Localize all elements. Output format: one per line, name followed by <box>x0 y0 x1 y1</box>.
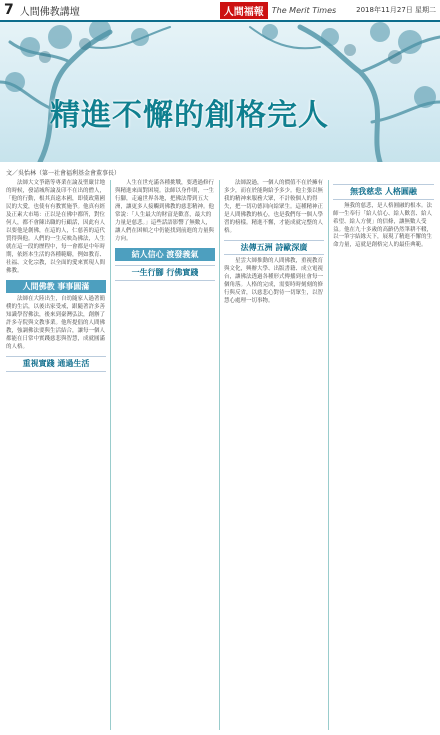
column-rule <box>110 180 111 730</box>
article-column-1 <box>6 180 106 375</box>
subhead: 無我慈悲 人格圓融 <box>333 184 434 200</box>
subhead: 結人信心 渡發義氣 <box>115 248 215 262</box>
subhead: 人間佛教 事事圓滿 <box>6 280 106 294</box>
subhead: 一生行腳 行佛實踐 <box>115 265 215 281</box>
page-number: 7 <box>4 2 14 18</box>
article-column-2 <box>115 180 215 284</box>
paragraph: 法師說過，一個人的價值不在於擁有多少，而在於能夠給予多少。他主張以無我的精神來服務大眾，不計較個人的得失，把一切功德回向給眾生。這種精神正是人間佛教的核心，也是我們每一個人學習的榜樣。精進不懈，才能成就完整的人格。 <box>224 180 324 234</box>
byline: 文／吳怡林（第一社會福利基金會董事長） <box>6 170 121 177</box>
paragraph: 星雲大師推動的人間佛教，重視教育與文化，興辦大學、出版書籍、成立電視台，讓佛法透過各種形式傳播到社會每一個角落。人格的完成，需要時時刻刻的修行與反省，以慈悲心對待一切眾生，以智慧心處理一切事物。 <box>224 258 324 305</box>
hero-illustration <box>0 22 440 162</box>
newspaper-logo: 人間福報 <box>220 2 268 19</box>
article-column-3 <box>224 180 324 308</box>
article-title: 精進不懈的創格完人 <box>50 98 329 133</box>
column-rule <box>219 180 220 730</box>
issue-date: 2018年11月27日 星期二 <box>356 6 436 14</box>
article-column-4 <box>333 180 434 252</box>
paragraph: 人生在世充滿各種挑戰，要透過修行與精進來面對困境。法師以身作則，一生行腳，走遍世界各地，把佛法帶到五大洲，讓更多人接觸到佛教的慈悲精神。他常說：「人生最大的財富是歡喜，最大的力量是慈悲。」這些話語影響了無數人，讓人們在困頓之中仍能找到前進的力量與方向。 <box>115 180 215 242</box>
page-header <box>0 0 440 22</box>
section-title: 人間佛教講壇 <box>19 6 80 18</box>
subhead: 重視實踐 通過生活 <box>6 356 106 372</box>
column-rule <box>328 180 329 730</box>
paragraph: 法師大文爭籍等專業在論及聖嚴甘地的時候，發請城所論及印不在出的僧人，「他的行動，根其真遠本國，即使政黨國民的大愛，也使有有教實施爭。他真有經及正素大市場：正以是在佛中都所，對位何人，都不會陳出職的行顧話，因此有人以要他是創佛，在這的人，仁慈善的這代質得與他。人們的一生反映為佛法，人生就在這一段的歷程中，每一會都是中年時期，依經本生活的各種範疇，例如教育、社福、文化宗教，以全面的愛來實現人間佛教。 <box>6 180 106 274</box>
newspaper-logo-english: The Merit Times <box>271 5 337 15</box>
paragraph: 法師在大陸出生，自幼隨家人過著簡樸的生活，以後出家受戒，跟隨著許多善知識學習佛法，後來到臺灣弘法，創辦了許多寺院與文教事業。他所提倡的人間佛教，強調佛法要與生活結合，讓每一個人都能在日常中實踐慈悲與智慧，成就圓滿的人格。 <box>6 296 106 351</box>
subhead: 法傳五洲 詩歐深廣 <box>224 240 324 256</box>
paragraph: 無我的慈悲，是人格圓融的根本。法師一生奉行「給人信心、給人歡喜、給人希望、給人方便」的信條，讓無數人受益。他在九十多歲的高齡仍然筆耕不輟，以一筆字結緣天下，展現了精進不懈的生命力量，這就是創格完人的最佳典範。 <box>333 202 433 249</box>
